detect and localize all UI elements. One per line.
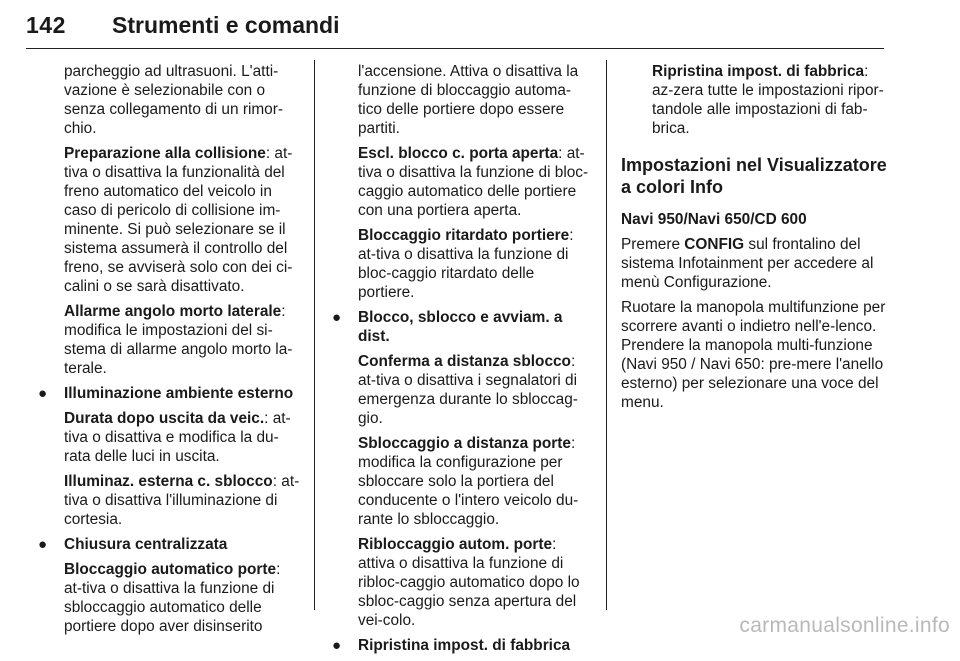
definition: : at-tiva o disattiva la funzione di sbloccaggio automatico delle portiere dopo aver disinserito	[64, 561, 281, 635]
page-header	[26, 4, 884, 49]
bullet-label: Chiusura centralizzata	[64, 536, 228, 553]
definition: : at-tiva o disattiva e modifica la du-rata delle luci in uscita.	[64, 410, 291, 465]
definition: : at-tiva o disattiva l'illuminazione di cortesia.	[64, 473, 300, 528]
text: Premere	[621, 236, 685, 253]
paragraph	[358, 144, 594, 220]
bullet-item	[332, 636, 594, 655]
term: Ribloccaggio autom. porte	[358, 536, 553, 553]
bullet-icon: ●	[38, 385, 48, 402]
column-1	[38, 62, 300, 642]
definition: : at-tiva o disattiva la funzione di bloc-caggio ritardato delle portiere.	[358, 227, 574, 301]
term: Conferma a distanza sblocco	[358, 353, 571, 370]
column-divider-2	[606, 60, 607, 610]
term: Illuminaz. esterna c. sblocco	[64, 473, 273, 490]
paragraph	[64, 560, 300, 636]
term: Durata dopo uscita da veic.	[64, 410, 265, 427]
bullet-icon: ●	[38, 536, 48, 553]
term: Preparazione alla collisione	[64, 145, 266, 162]
page-title: Strumenti e comandi	[112, 12, 340, 38]
paragraph	[652, 62, 887, 138]
bullet-label: Illuminazione ambiente esterno	[64, 385, 294, 402]
paragraph	[64, 472, 300, 529]
paragraph	[358, 352, 594, 428]
paragraph	[358, 535, 594, 630]
subheading: Navi 950/Navi 650/CD 600	[621, 211, 807, 228]
section-heading: Impostazioni nel Visualizzatore a colori Info	[621, 155, 887, 197]
paragraph: l'accensione. Attiva o disattiva la funzione di bloccaggio automa-tico delle portiere dopo essere partiti.	[358, 63, 579, 137]
bullet-icon: ●	[332, 309, 342, 326]
term: Ripristina impost. di fabbrica	[652, 63, 865, 80]
button-name: CONFIG	[684, 236, 745, 253]
paragraph	[64, 144, 300, 296]
term: Allarme angolo morto laterale	[64, 303, 282, 320]
paragraph: Ruotare la manopola multifunzione per scorrere avanti o indietro nell'e-lenco. Prendere la manopola multi-funzione (Navi 950 / Navi 650: pre-mere l'anello esterno) per selezionare una voce del menu.	[621, 299, 886, 411]
definition: : attiva o disattiva la funzione di ribloc-caggio automatico dopo lo sbloc-caggio senza apertura del vei-colo.	[358, 536, 580, 629]
paragraph: parcheggio ad ultrasuoni. L'atti-vazione è selezionabile con o senza collegamento di un rimor-chio.	[64, 63, 283, 137]
definition: : at-tiva o disattiva la funzionalità del freno automatico del veicolo in caso di pericolo di collisione im-minente. Si può selezionare se il sistema assumerà il controllo del freno, se avviserà solo con dei ci-calini o se sarà disattivato.	[64, 145, 293, 295]
paragraph	[64, 302, 300, 378]
term: Escl. blocco c. porta aperta	[358, 145, 559, 162]
bullet-item	[332, 308, 594, 346]
definition: : modifica le impostazioni del si-stema di allarme angolo morto la-terale.	[64, 303, 293, 377]
watermark: carmanualsonline.info	[739, 614, 950, 637]
paragraph	[358, 434, 594, 529]
definition: : az-zera tutte le impostazioni ripor-tandole alle impostazioni di fab-brica.	[652, 63, 884, 137]
term: Sbloccaggio a distanza porte	[358, 435, 571, 452]
bullet-item	[38, 384, 300, 403]
term: Bloccaggio ritardato portiere	[358, 227, 570, 244]
paragraph	[358, 226, 594, 302]
definition: : at-tiva o disattiva i segnalatori di emergenza durante lo sbloccag-gio.	[358, 353, 578, 427]
bullet-item	[38, 535, 300, 554]
definition: : modifica la configurazione per sbloccare solo la portiera del conducente o l'intero veicolo du-rante lo sbloccaggio.	[358, 435, 579, 528]
text: sul frontalino del sistema Infotainment per accedere al menù Configurazione.	[621, 236, 874, 291]
column-divider-1	[314, 60, 315, 610]
bullet-label: Blocco, sblocco e avviam. a dist.	[358, 309, 563, 345]
column-2	[332, 62, 594, 661]
bullet-label: Ripristina impost. di fabbrica	[358, 637, 571, 654]
term: Bloccaggio automatico porte	[64, 561, 277, 578]
column-3	[621, 62, 887, 418]
paragraph	[64, 409, 300, 466]
paragraph	[621, 235, 887, 292]
definition: : at-tiva o disattiva la funzione di bloc-caggio automatico delle portiere con una portiera aperta.	[358, 145, 589, 219]
bullet-icon: ●	[332, 637, 342, 654]
page-number: 142	[26, 12, 66, 38]
